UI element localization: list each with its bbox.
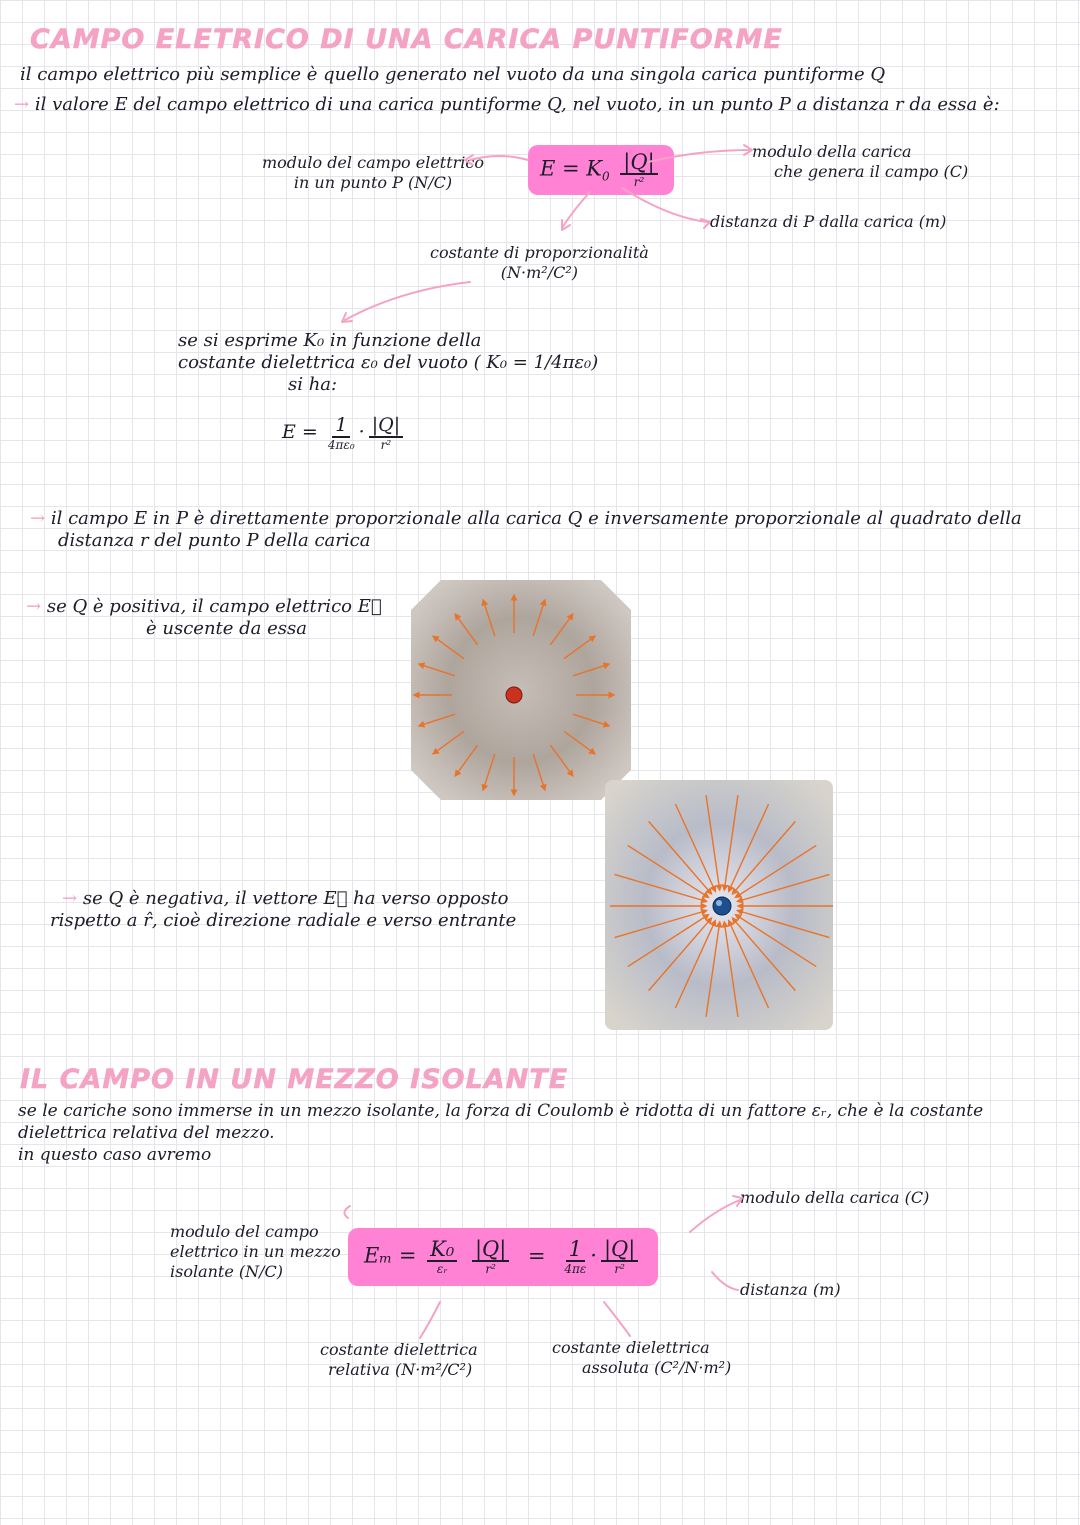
neg-line2: rispetto a r̂, cioè direzione radiale e verso entrante (50, 910, 517, 931)
arrow-to-k0-text (345, 282, 470, 320)
fm-d4: r² (614, 1262, 625, 1276)
formula-medium-frac4 (601, 1238, 638, 1276)
fm-n3: 1 (566, 1238, 585, 1262)
fm-n2: |Q| (472, 1238, 509, 1262)
positive-charge-field-figure (411, 580, 631, 800)
prop-line1: il campo E in P è direttamente proporzionale alla carica Q e inversamente proporzionale al quadrato della (50, 508, 1022, 529)
label-distance: distanza di P dalla carica (m) (710, 212, 947, 231)
arrow-to-absolute-constant (604, 1302, 630, 1336)
label-charge-line1: modulo della carica (752, 142, 912, 161)
formula2-lhs: E = (282, 421, 318, 443)
negative-charge-dot (713, 897, 731, 915)
negative-charge-field-figure (605, 780, 833, 1030)
formula-medium-frac2 (472, 1238, 509, 1276)
formula2-frac1 (328, 414, 355, 452)
fm-equals: = (528, 1243, 546, 1268)
formula-medium-frac1 (427, 1238, 457, 1276)
label-rel-line2: relativa (N·m²/C²) (328, 1360, 473, 1379)
label-const-line2: (N·m²/C²) (500, 263, 578, 282)
negative-charge-highlight (716, 900, 722, 906)
arrow-icon: → (62, 888, 78, 909)
fm-n4: |Q| (601, 1238, 638, 1262)
medium-line1: se le cariche sono immerse in un mezzo isolante, la forza di Coulomb è ridotta di un fattore εᵣ, che è la costante (18, 1101, 984, 1121)
k0-explanation (178, 330, 598, 396)
medium-text (18, 1100, 1078, 1166)
formula2-frac2 (369, 414, 403, 452)
label-medium-line2: elettrico in un mezzo (170, 1242, 341, 1261)
formula-sub: 0 (601, 169, 610, 184)
section-title-insulating-medium: IL CAMPO IN UN MEZZO ISOLANTE (20, 1064, 569, 1095)
arrow-to-medium-distance (712, 1272, 738, 1290)
label-absolute-constant (552, 1338, 731, 1378)
formula-medium: Eₘ = $\frac{\text{K₀}}{\text{εᵣ}}$ $\frac{|Q|}{\text{r²}}$ = $\frac{1}{4\pi\varepsilon}$ · $\frac{|Q|}{\text{r²}}$ (348, 1228, 658, 1286)
definition-text (14, 94, 1074, 116)
medium-line2: dielettrica relativa del mezzo. (18, 1123, 275, 1143)
fm-d1: εᵣ (436, 1262, 448, 1276)
label-relative-constant (320, 1340, 478, 1380)
formula-medium-frac3 (564, 1238, 586, 1276)
formula2-n2: |Q| (369, 414, 403, 438)
formula2-d2: r² (380, 438, 392, 452)
label-abs-line1: costante dielettrica (552, 1338, 710, 1357)
formula-num: |Q| (620, 151, 657, 175)
label-rel-line1: costante dielettrica (320, 1340, 478, 1359)
label-field-modulus (262, 153, 484, 193)
arrow-to-constant-label (562, 192, 590, 228)
medium-line3: in questo caso avremo (18, 1145, 212, 1165)
formula2-d1: 4πε₀ (327, 438, 355, 452)
formula-vacuum (528, 145, 674, 195)
label-charge-modulus (752, 142, 968, 182)
arrowhead (744, 145, 752, 155)
label-constant (430, 243, 649, 283)
label-abs-line2: assoluta (C²/N·m²) (582, 1358, 732, 1377)
label-const-line1: costante di proporzionalità (430, 243, 649, 262)
intro-text: il campo elettrico più semplice è quello generato nel vuoto da una singola carica puntiforme Q (20, 64, 886, 85)
section-title-point-charge: CAMPO ELETRICO DI UNA CARICA PUNTIFORME (30, 24, 783, 55)
formula-den: r² (633, 175, 645, 189)
pos-line1: se Q è positiva, il campo elettrico E⃗ (46, 596, 382, 617)
fm-d3: 4πε (564, 1262, 587, 1276)
arrow-icon: → (26, 596, 42, 617)
positive-charge-dot (506, 687, 522, 703)
formula-fraction (620, 151, 657, 189)
arrow-to-relative-constant (420, 1302, 440, 1338)
fm-n1: K₀ (427, 1238, 457, 1262)
prop-line2: distanza r del punto P della carica (58, 530, 371, 551)
fm-d2: r² (485, 1262, 496, 1276)
label-medium-distance: distanza (m) (740, 1280, 841, 1299)
label-charge-line2: che genera il campo (C) (774, 162, 969, 181)
pos-line2: è uscente da essa (146, 618, 307, 639)
neg-line1: se Q è negativa, il vettore E⃗ ha verso opposto (82, 888, 509, 909)
figure-background (411, 580, 631, 800)
proportionality-text (30, 508, 1070, 552)
k0-line3: si ha: (288, 374, 338, 395)
label-field-line1: modulo del campo elettrico (262, 153, 485, 172)
formula2-n1: 1 (332, 414, 350, 438)
arrow-to-medium-charge (690, 1200, 740, 1232)
arrowhead (701, 219, 710, 228)
label-field-line2: in un punto P (N/C) (293, 173, 453, 192)
definition-line: il valore E del campo elettrico di una carica puntiforme Q, nel vuoto, in un punto P a distanza r da essa è: (34, 94, 1000, 115)
arrowhead (562, 220, 570, 230)
k0-line2: costante dielettrica ε₀ del vuoto ( K₀ = 1/4πε₀) (178, 352, 599, 373)
label-medium-line1: modulo del campo (170, 1222, 319, 1241)
arrow-icon: → (30, 508, 46, 529)
formula-medium-lhs: Eₘ = (364, 1243, 417, 1268)
arrow-icon: → (14, 94, 30, 115)
label-medium-line3: isolante (N/C) (170, 1262, 284, 1281)
arrow-to-medium-field-label (344, 1206, 350, 1218)
formula-lhs: E = K (540, 156, 602, 181)
arrowhead (342, 313, 352, 322)
negative-charge-text (50, 888, 516, 932)
positive-charge-text (26, 596, 382, 640)
label-medium-field (170, 1222, 341, 1282)
k0-line1: se si esprime K₀ in funzione della (178, 330, 482, 351)
formula-epsilon: E = $\frac{1}{\text{4πε₀}}$ · $\frac{|Q|}{\text{r²}}$ (282, 414, 407, 452)
label-medium-charge: modulo della carica (C) (740, 1188, 930, 1207)
